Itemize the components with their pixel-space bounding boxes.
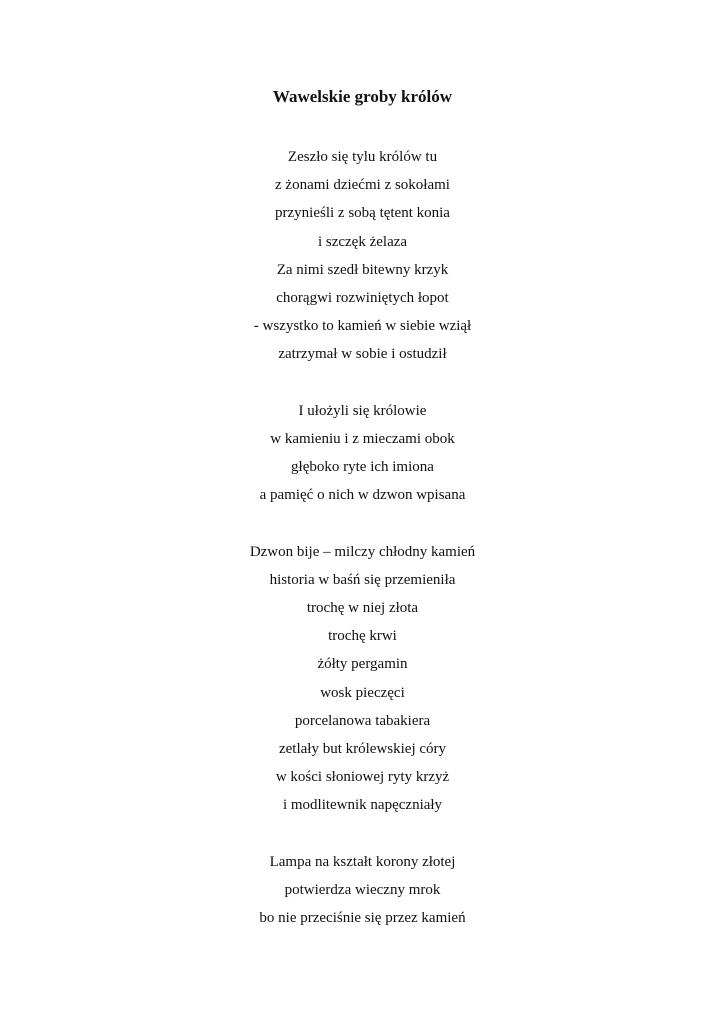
poem-line: Lampa na kształt korony złotej — [269, 853, 456, 870]
stanza-separator — [0, 512, 725, 540]
poem-line: Za nimi szedł bitewny krzyk — [276, 261, 449, 278]
poem-line: zatrzymał w sobie i ostudził — [278, 346, 447, 363]
poem-body — [0, 146, 725, 935]
poem-line: w kamieniu i z mieczami obok — [270, 430, 455, 447]
stanza-1 — [0, 146, 725, 372]
poem-line: chorągwi rozwiniętych łopot — [276, 289, 449, 306]
poem-line: i modlitewnik napęczniały — [282, 797, 443, 814]
poem-line: bo nie przeciśnie się przez kamień — [259, 910, 466, 927]
stanza-separator — [0, 372, 725, 400]
poem-line: Dzwon bije – milczy chłodny kamień — [249, 543, 476, 560]
poem-line: - wszystko to kamień w siebie wziął — [253, 318, 472, 335]
poem-line: potwierdza wieczny mrok — [284, 881, 441, 898]
poem-line: Zeszło się tylu królów tu — [287, 149, 438, 165]
stanza-4 — [0, 851, 725, 936]
poem-line: porcelanowa tabakiera — [294, 712, 431, 729]
poem-line: żółty pergamin — [317, 656, 408, 673]
poem-line: z żonami dziećmi z sokołami — [275, 177, 450, 194]
poem-line: przynieśli z sobą tętent konia — [275, 205, 450, 222]
poem-title: Wawelskie groby królów — [272, 87, 453, 106]
stanza-3 — [0, 541, 725, 823]
poem-line: wosk pieczęci — [320, 684, 405, 701]
poem-line: historia w baśń się przemieniła — [269, 571, 456, 588]
stanza-2 — [0, 400, 725, 513]
stanza-separator — [0, 823, 725, 851]
poem-line: trochę w niej złota — [306, 600, 419, 616]
poem-line: i szczęk żelaza — [317, 233, 408, 250]
poem-line: I ułożyli się królowie — [298, 402, 427, 419]
poem-line: w kości słoniowej ryty krzyż — [275, 769, 450, 786]
poem-line: a pamięć o nich w dzwon wpisana — [259, 487, 466, 504]
poem-line: zetlały but królewskiej córy — [278, 740, 447, 757]
poem-line: trochę krwi — [328, 628, 397, 645]
poem-line: głęboko ryte ich imiona — [291, 459, 434, 476]
